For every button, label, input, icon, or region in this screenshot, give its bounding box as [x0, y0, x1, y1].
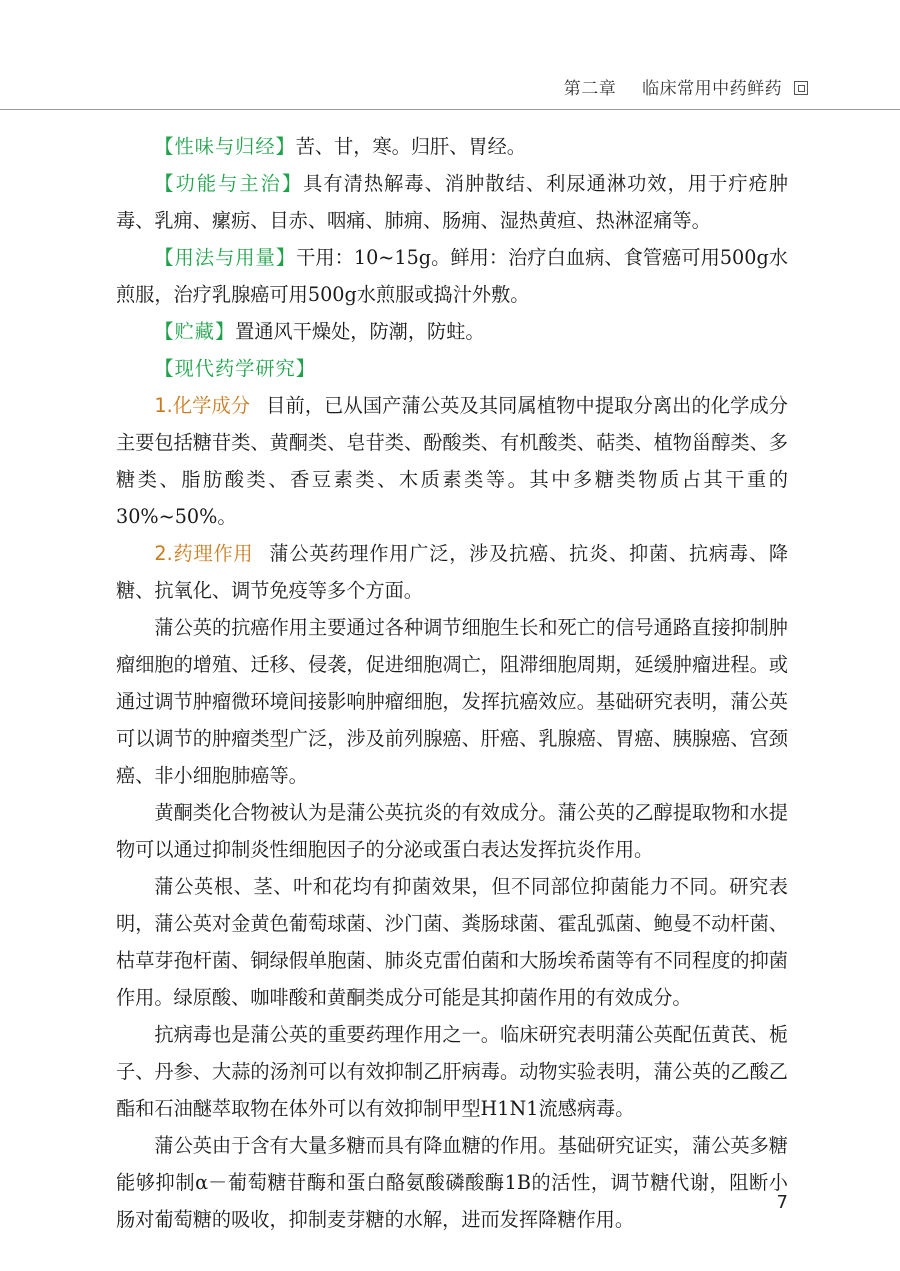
- pharmacology-text: 蒲公英药理作用广泛，涉及抗癌、抗炎、抑菌、抗病毒、降糖、抗氧化、调节免疫等多个方面。: [116, 542, 789, 602]
- chapter-label: 第二章: [563, 79, 617, 99]
- running-header: [564, 74, 808, 99]
- pharmacology-paragraph: [116, 535, 788, 609]
- usage-tag: 【用法与用量】: [154, 246, 297, 269]
- storage-paragraph: [116, 313, 788, 350]
- function-text: 具有清热解毒、消肿散结、利尿通淋功效，用于疔疮肿毒、乳痈、瘰疬、目赤、咽痛、肺痈、肠痈、湿热黄疸、热淋涩痛等。: [116, 172, 789, 232]
- chemistry-paragraph: [116, 387, 788, 535]
- antibacterial-paragraph: 蒲公英根、茎、叶和花均有抑菌效果，但不同部位抑菌能力不同。研究表明，蒲公英对金黄色葡萄球菌、沙门菌、粪肠球菌、霍乱弧菌、鲍曼不动杆菌、枯草芽孢杆菌、铜绿假单胞菌、肺炎克雷伯菌和大肠埃希菌等有不同程度的抑菌作用。绿原酸、咖啡酸和黄酮类成分可能是其抑菌作用的有效成分。: [116, 875, 788, 1009]
- hypoglycemic-paragraph: 蒲公英由于含有大量多糖而具有降血糖的作用。基础研究证实，蒲公英多糖能够抑制α－葡萄糖苷酶和蛋白酪氨酸磷酸酶1B的活性，调节糖代谢，阻断小肠对葡萄糖的吸收，抑制麦芽糖的水解，进而发挥降糖作用。: [116, 1134, 788, 1231]
- chemistry-heading: 1.化学成分: [154, 394, 251, 417]
- function-tag: 【功能与主治】: [154, 172, 304, 195]
- usage-paragraph: [116, 239, 788, 313]
- taste-meridian-tag: 【性味与归经】: [154, 135, 296, 158]
- modern-research-tag: 【现代药学研究】: [154, 357, 316, 380]
- taste-meridian-paragraph: [116, 128, 788, 165]
- header-divider: [0, 109, 900, 110]
- chemistry-text: 目前，已从国产蒲公英及其同属植物中提取分离出的化学成分主要包括糖苷类、黄酮类、皂苷类、酚酸类、有机酸类、萜类、植物甾醇类、多糖类、脂肪酸类、香豆素类、木质素类等。其中多糖类物质占其干重的30%~50%。: [116, 394, 788, 528]
- pharmacology-heading: 2.药理作用: [154, 542, 254, 565]
- anticancer-paragraph: 蒲公英的抗癌作用主要通过各种调节细胞生长和死亡的信号通路直接抑制肿瘤细胞的增殖、迁移、侵袭，促进细胞凋亡，阻滞细胞周期，延缓肿瘤进程。或通过调节肿瘤微环境间接影响肿瘤细胞，发挥抗癌效应。基础研究表明，蒲公英可以调节的肿瘤类型广泛，涉及前列腺癌、肝癌、乳腺癌、胃癌、胰腺癌、宫颈癌、非小细胞肺癌等。: [116, 616, 788, 787]
- storage-tag: 【贮藏】: [154, 320, 236, 343]
- book-corner-icon: [794, 81, 808, 95]
- usage-text: 干用：10~15g。鲜用：治疗白血病、食管癌可用500g水煎服，治疗乳腺癌可用500g水煎服或捣汁外敷。: [116, 246, 788, 306]
- storage-text: 置通风干燥处，防潮，防蛀。: [235, 320, 485, 343]
- antiviral-paragraph: 抗病毒也是蒲公英的重要药理作用之一。临床研究表明蒲公英配伍黄芪、栀子、丹参、大蒜的汤剂可以有效抑制乙肝病毒。动物实验表明，蒲公英的乙酸乙酯和石油醚萃取物在体外可以有效抑制甲型H1N1流感病毒。: [116, 1023, 788, 1120]
- page-number: 7: [776, 1192, 788, 1213]
- function-paragraph: [116, 165, 788, 239]
- anti-inflammatory-paragraph: 黄酮类化合物被认为是蒲公英抗炎的有效成分。蒲公英的乙醇提取物和水提物可以通过抑制炎性细胞因子的分泌或蛋白表达发挥抗炎作用。: [116, 801, 788, 861]
- taste-meridian-text: 苦、甘，寒。归肝、胃经。: [295, 135, 526, 158]
- chapter-title: 临床常用中药鲜药: [642, 79, 783, 99]
- modern-research-heading-paragraph: [116, 350, 788, 387]
- page-body: [116, 128, 788, 1238]
